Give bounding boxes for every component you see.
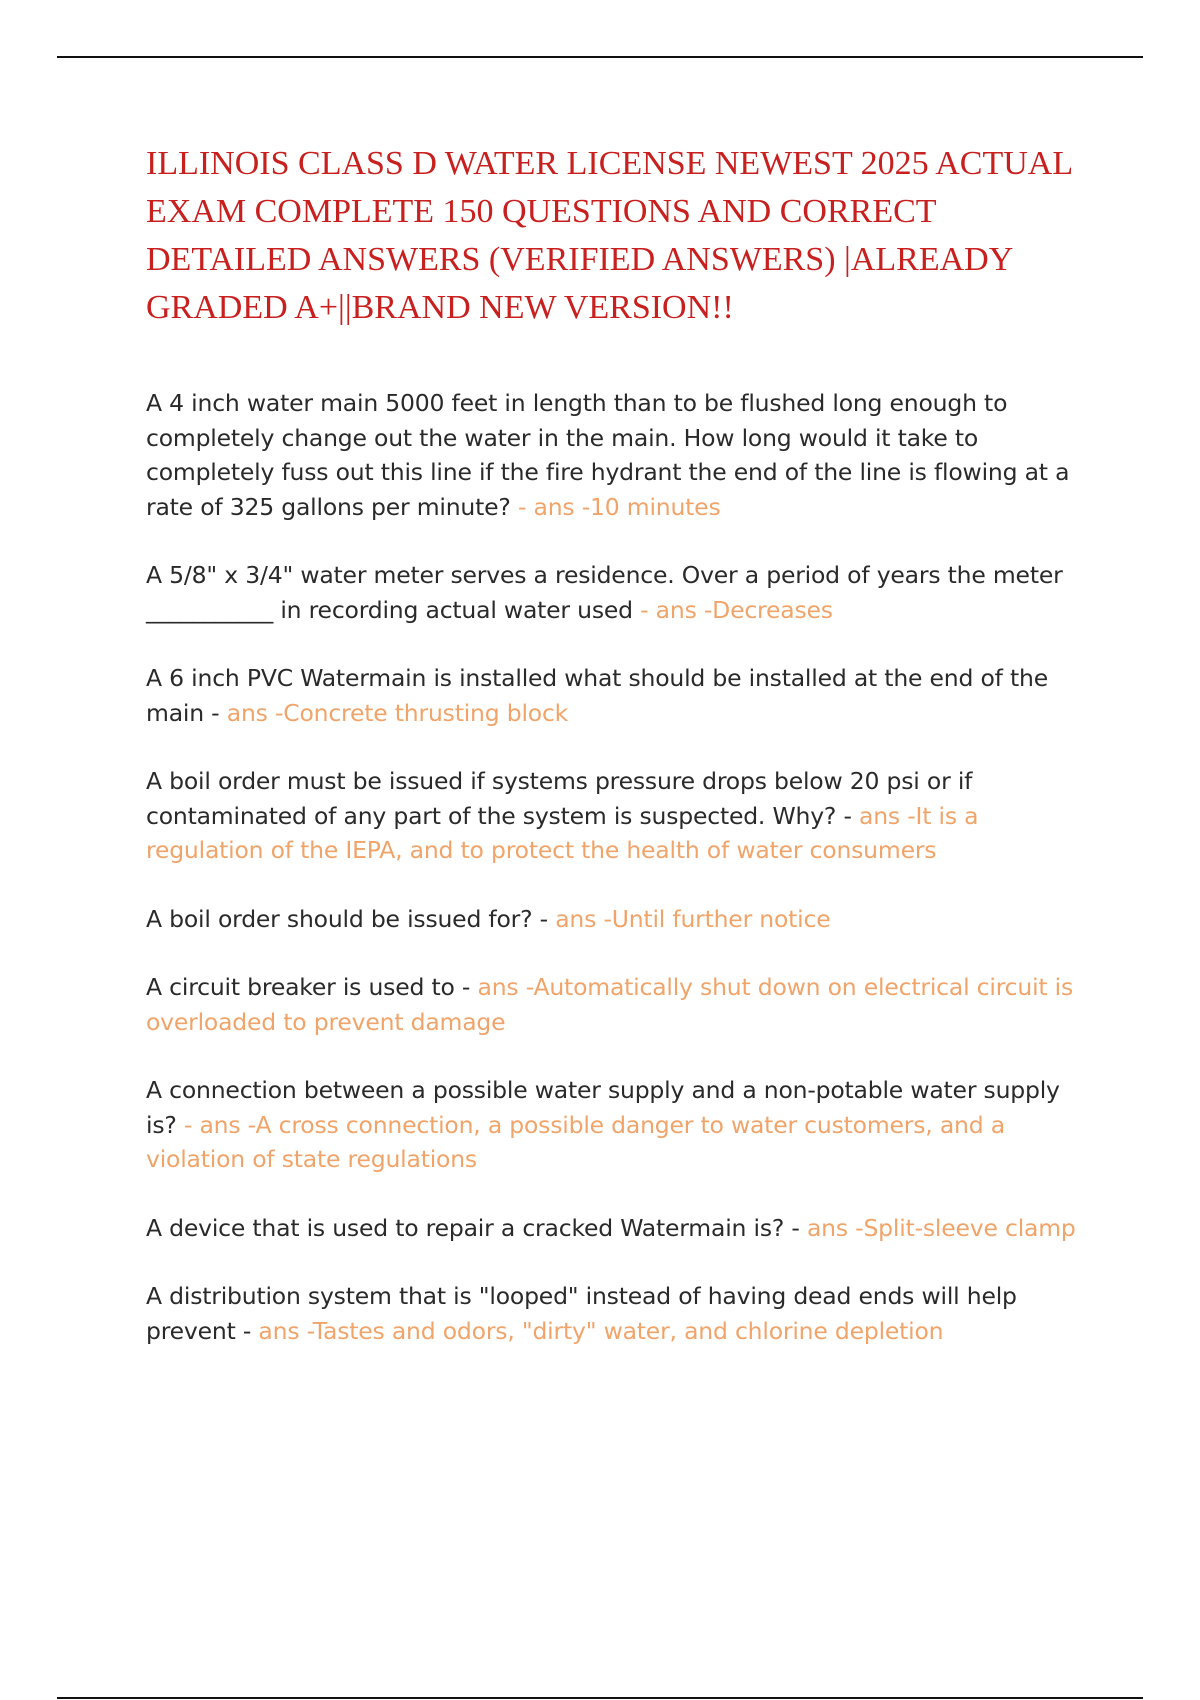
question-text: A 6 inch PVC Watermain is installed what should be installed at the end of the main -	[146, 664, 1048, 727]
question-text: A 5/8" x 3/4" water meter serves a residence. Over a period of years the meter ___________ in recording actual water used	[146, 561, 1063, 624]
qa-item	[146, 764, 1096, 868]
answer-separator: ans -	[806, 1213, 864, 1242]
question-text: A circuit breaker is used to -	[146, 973, 478, 1001]
qa-item	[146, 970, 1096, 1039]
answer-separator: ans -	[859, 801, 916, 830]
document-body	[146, 140, 1096, 1382]
answer-separator: - ans -	[632, 595, 713, 624]
answer-separator: ans -	[477, 973, 534, 1001]
answer-text: A cross connection, a possible danger to water customers, and a violation of state regulations	[146, 1110, 1005, 1173]
footer-rule	[57, 1697, 1143, 1699]
answer-text: Automatically shut down on electrical circuit is overloaded to prevent damage	[146, 973, 1074, 1036]
answer-text: Concrete thrusting block	[283, 698, 569, 727]
answer-text: 10 minutes	[589, 492, 721, 521]
question-text: A device that is used to repair a cracked Watermain is? -	[146, 1213, 807, 1242]
document-title: ILLINOIS CLASS D WATER LICENSE NEWEST 2025 ACTUAL EXAM COMPLETE 150 QUESTIONS AND CORRECT DETAILED ANSWERS (VERIFIED ANSWERS) |ALREADY GRADED A+||BRAND NEW VERSION!!	[146, 145, 1072, 326]
answer-separator: ans -	[555, 904, 612, 933]
answer-separator: - ans -	[183, 1110, 256, 1139]
question-text: A boil order should be issued for? -	[146, 904, 556, 933]
answer-text: Decreases	[712, 595, 833, 624]
answer-separator: - ans -	[510, 492, 590, 521]
qa-item	[146, 902, 1096, 937]
qa-item	[146, 661, 1096, 730]
answer-text: Split-sleeve clamp	[863, 1213, 1076, 1242]
answer-text: It is a regulation of the IEPA, and to protect the health of water consumers	[146, 801, 979, 864]
question-text: A boil order must be issued if systems pressure drops below 20 psi or if contaminated of any part of the system is suspected. Why? -	[146, 767, 973, 830]
answer-separator: ans -	[226, 698, 284, 727]
qa-item	[146, 1211, 1096, 1246]
answer-text: Tastes and odors, "dirty" water, and chlorine depletion	[312, 1316, 944, 1345]
qa-item	[146, 386, 1096, 524]
qa-item	[146, 558, 1096, 627]
question-text: A 4 inch water main 5000 feet in length than to be flushed long enough to completely change out the water in the main. How long would it take to completely fuss out this line if the fire hydrant the end of the line is flowing at a rate of 325 gallons per minute?	[146, 389, 1070, 521]
question-text: A distribution system that is "looped" instead of having dead ends will help prevent -	[146, 1282, 1017, 1345]
answer-text: Until further notice	[611, 904, 831, 933]
question-text: A connection between a possible water supply and a non-potable water supply is?	[146, 1076, 1060, 1139]
qa-item	[146, 1073, 1096, 1177]
qa-item	[146, 1279, 1096, 1348]
answer-separator: ans -	[258, 1316, 313, 1345]
header-rule	[57, 56, 1143, 58]
